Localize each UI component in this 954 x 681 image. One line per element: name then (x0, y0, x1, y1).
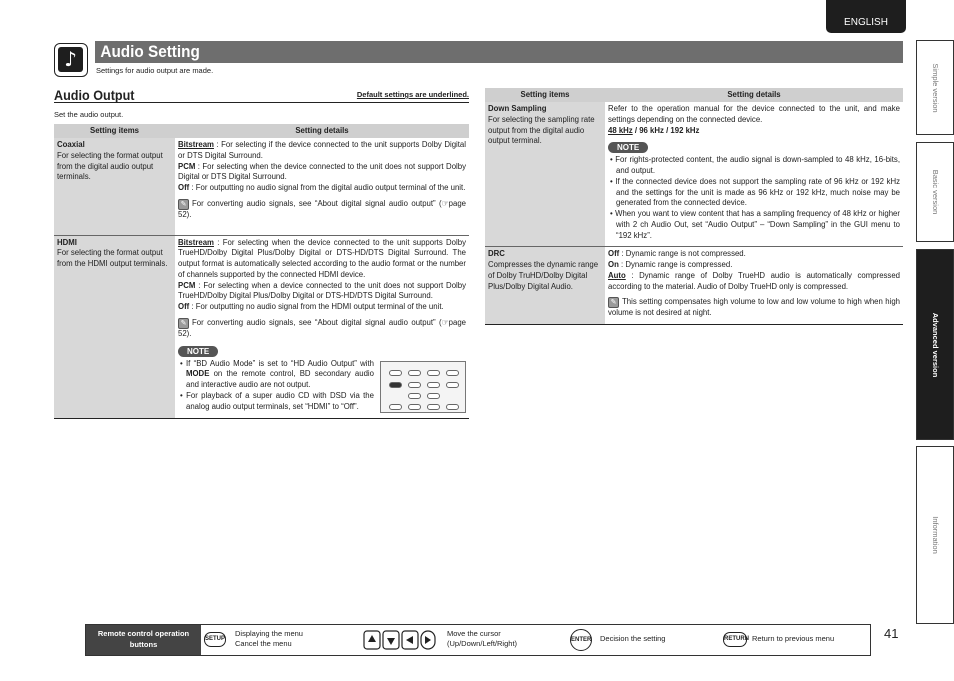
value-options: / 96 kHz / 192 kHz (632, 125, 700, 135)
memo-icon: ✎ (608, 297, 619, 308)
option-text: : Dynamic range is not compressed. (619, 249, 746, 259)
note-item: • If “BD Audio Mode” is set to “HD Audio Output” with MODE on the remote control, BD secondary audio and interactive audio are not output. (180, 358, 374, 390)
cursor-description: Move the cursor (Up/Down/Left/Right) (447, 629, 518, 649)
setting-details-hdmi (175, 235, 469, 418)
setting-name: DRC (488, 249, 505, 259)
option-text: : Dynamic range is compressed. (618, 260, 733, 270)
option-name: Off (608, 249, 620, 259)
setting-name: HDMI (57, 237, 77, 247)
default-value: 48 kHz (608, 125, 633, 135)
enter-button-icon: ENTER (570, 629, 592, 651)
option-name: PCM (178, 280, 196, 290)
setting-name: Coaxial (57, 140, 85, 149)
note-item: • If the connected device does not support the sampling rate of 96 kHz or 192 kHz and the settings for the unit is made as 96 kHz or 192 kHz, much noise may be generated from the connected device. (610, 176, 900, 208)
setting-item-down-sampling (485, 102, 605, 247)
setup-button-icon: SETUP (204, 632, 226, 647)
column-header: Setting details (605, 88, 903, 102)
column-header: Setting items (485, 88, 605, 102)
memo-icon: ✎ (178, 199, 189, 210)
setting-item-hdmi (54, 235, 175, 418)
legend-label: Remote control operation buttons (86, 625, 201, 655)
side-tab-information[interactable]: Information (916, 446, 954, 624)
memo-icon: ✎ (178, 318, 189, 329)
setting-item-drc (485, 247, 605, 325)
side-tab-advanced-version[interactable]: Advanced version (916, 249, 954, 440)
note-item: • For playback of a super audio CD with DSD via the analog audio output terminals, set “HDMI” to “Off”. (180, 390, 374, 411)
table-row (485, 247, 903, 325)
default-settings-note: Default settings are underlined. (356, 90, 469, 99)
note-badge: NOTE (178, 346, 218, 357)
memo-text: For converting audio signals, see “About digital signal audio output” (☞page 52). (178, 317, 466, 338)
remote-control-image (380, 361, 466, 413)
note-item: • When you want to view content that has a sampling frequency of 48 kHz or higher with 2 ch Audio Out, set “Audio Output” – “Down Sampling” in the GUI menu to “192 kHz”. (610, 209, 900, 240)
option-text: : For outputting no audio signal from the HDMI output terminal of the unit. (189, 302, 444, 311)
note-badge: NOTE (608, 142, 648, 153)
page-title: Audio Setting (100, 42, 200, 61)
title-bar (95, 41, 903, 63)
section-intro: Set the audio output. (54, 110, 124, 119)
table-row (54, 138, 469, 235)
return-description: Return to previous menu (752, 634, 835, 643)
return-button-icon: RETURN (723, 632, 747, 647)
setting-details-drc (605, 247, 903, 325)
page-number: 41 (884, 626, 899, 641)
table-row (54, 235, 469, 418)
setting-desc: Compresses the dynamic range of Dolby TruHD/Dolby Digital Plus/Dolby Digital Audio. (488, 260, 599, 291)
option-name: Bitstream (178, 237, 214, 247)
audio-output-table (54, 124, 469, 419)
enter-description: Decision the setting (600, 634, 666, 643)
setting-name: Down Sampling (488, 104, 547, 113)
memo-text: This setting compensates high volume to low and low volume to high when high volume is not desired at night. (608, 297, 900, 318)
option-name: Off (178, 302, 190, 311)
side-tab-simple-version[interactable]: Simple version (916, 40, 954, 135)
detail-text: Refer to the operation manual for the device connected to the unit, and make settings depending on the connected device. (608, 104, 900, 124)
section-header (54, 86, 469, 103)
memo-text: For converting audio signals, see “About digital signal audio output” (☞page 52). (178, 198, 466, 219)
music-note-icon: ♪ (54, 43, 88, 77)
column-header: Setting details (175, 124, 469, 138)
side-tab-basic-version[interactable]: Basic version (916, 142, 954, 242)
option-name: Off (178, 183, 190, 192)
setup-description: Displaying the menu Cancel the menu (235, 629, 303, 649)
page-subtitle: Settings for audio output are made. (96, 66, 214, 75)
note-item: • For rights-protected content, the audio signal is down-sampled to 48 kHz, 16-bits, and output. (610, 155, 900, 176)
language-tab[interactable]: ENGLISH (826, 0, 906, 33)
option-text: : For selecting when a device connected to the unit does not support Dolby TrueHD/Dolby Digital Plus/Dolby Digital or DTS-HD/DTS Digital Surround. (178, 280, 466, 301)
option-text: : For selecting when the device connected to the unit supports Dolby TrueHD/Dolby Digital Plus/Dolby Digital or DTS-HD/DTS Digital Surround. The output format is automatically selected according to the audio format or the number of channels supported by the connected HDMI device. (178, 237, 466, 279)
cursor-buttons-icon (363, 629, 437, 651)
setting-item-coaxial (54, 138, 175, 235)
audio-output-table-continued (485, 88, 903, 325)
option-text: : For selecting when the device connected to the unit does not support Dolby Digital or DTS Digital Surround. (178, 161, 466, 182)
remote-control-legend (85, 624, 871, 656)
setting-details-coaxial (175, 138, 469, 235)
option-text: : Dynamic range of Dolby TrueHD audio is automatically compressed according to the material. Audio of Dolby TrueHD only is compressed. (608, 270, 900, 291)
section-title: Audio Output (54, 87, 135, 103)
option-name: Bitstream (178, 140, 214, 149)
option-name: PCM (178, 161, 196, 171)
setting-desc: For selecting the sampling rate output from the digital audio output terminal. (488, 114, 595, 146)
column-header: Setting items (54, 124, 175, 138)
setting-details-down-sampling (605, 102, 903, 247)
table-row (485, 102, 903, 247)
option-text: : For outputting no audio signal from the digital audio output terminal of the unit. (189, 183, 466, 192)
option-name: Auto (608, 270, 626, 280)
option-text: : For selecting if the device connected to the unit supports Dolby Digital or DTS Digital Surround. (178, 140, 466, 160)
mode-button-label: MODE (186, 369, 210, 379)
setting-desc: For selecting the format output from the HDMI output terminals. (57, 248, 168, 268)
option-name: On (608, 260, 619, 270)
setting-desc: For selecting the format output from the digital audio output terminals. (57, 150, 163, 182)
